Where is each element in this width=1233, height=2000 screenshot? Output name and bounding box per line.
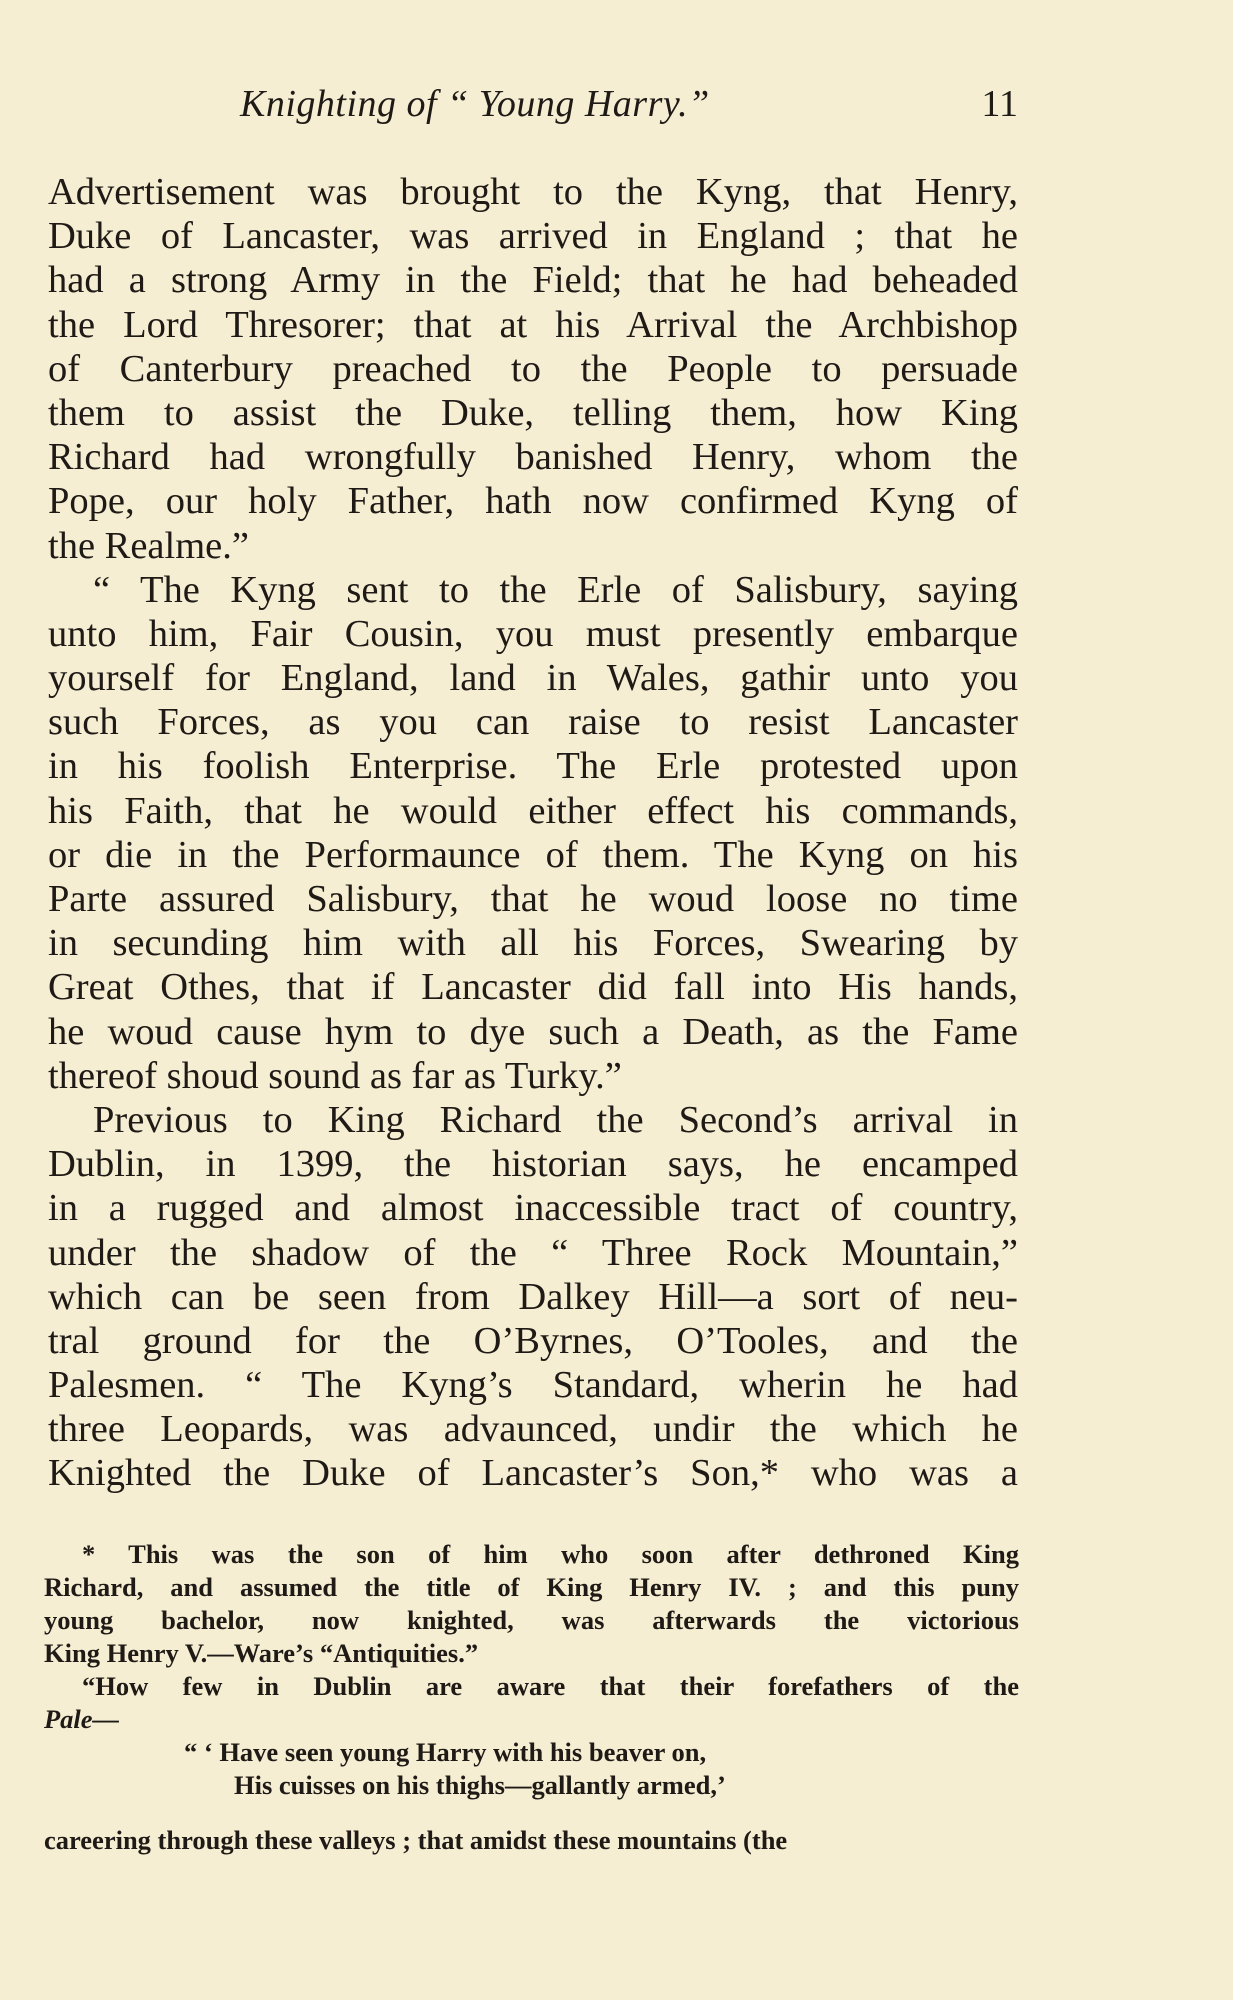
body-line: in secunding him with all his Forces, Swearing by — [48, 922, 1018, 965]
body-line: tral ground for the O’Byrnes, O’Tooles, and the — [48, 1319, 1018, 1362]
verse-line: “ ‘ Have seen young Harry with his beaver on, — [184, 1737, 707, 1767]
footnote-line: * This was the son of him who soon after dethroned King — [82, 1539, 1019, 1569]
footnote-line: “How few in Dublin are aware that their forefathers of the — [82, 1671, 1019, 1701]
body-line: Advertisement was brought to the Kyng, that Henry, — [48, 171, 1018, 213]
page-number: 11 — [981, 83, 1018, 125]
body-line: his Faith, that he would either effect his commands, — [48, 789, 1018, 832]
body-line: which can be seen from Dalkey Hill—a sort of neu- — [48, 1275, 1018, 1318]
body-line: “ The Kyng sent to the Erle of Salisbury, saying — [93, 568, 1018, 611]
body-line: Parte assured Salisbury, that he woud loose no time — [48, 878, 1018, 920]
body-line: Palesmen. “ The Kyng’s Standard, wherin he had — [48, 1364, 1018, 1407]
body-line: Pope, our holy Father, hath now confirmed Kyng of — [48, 480, 1018, 523]
verse-spacer — [44, 1802, 1019, 1824]
body-line: he woud cause hym to dye such a Death, as the Fame — [48, 1010, 1018, 1053]
footnote-line: King Henry V.—Ware’s “Antiquities.” — [44, 1638, 479, 1668]
body-text — [48, 170, 1018, 1496]
body-line: in his foolish Enterprise. The Erle protested upon — [48, 745, 1018, 788]
body-line: Duke of Lancaster, was arrived in England ; that he — [48, 215, 1018, 258]
running-title: Knighting of “ Young Harry.” — [240, 83, 710, 125]
body-line: unto him, Fair Cousin, you must presently embarque — [48, 612, 1018, 655]
body-line: thereof shoud sound as far as Turky.” — [48, 1054, 622, 1097]
body-line: under the shadow of the “ Three Rock Mountain,” — [48, 1231, 1018, 1274]
body-line: them to assist the Duke, telling them, how King — [48, 391, 1018, 434]
footnote-line: Pale— — [44, 1704, 120, 1734]
footnote-line: Richard, and assumed the title of King Henry IV. ; and this puny — [44, 1572, 1019, 1602]
body-line: three Leopards, was advaunced, undir the which he — [48, 1408, 1018, 1451]
body-line: Previous to King Richard the Second’s arrival in — [93, 1098, 1018, 1141]
page-header — [0, 82, 1233, 142]
body-line: in a rugged and almost inaccessible tract of country, — [48, 1187, 1018, 1230]
body-line: Great Othes, that if Lancaster did fall into His hands, — [48, 966, 1018, 1009]
body-line: the Realme.” — [48, 524, 249, 567]
body-line: the Lord Thresorer; that at his Arrival the Archbishop — [48, 303, 1018, 346]
body-line: had a strong Army in the Field; that he had beheaded — [48, 259, 1018, 302]
body-line: Richard had wrongfully banished Henry, whom the — [48, 436, 1018, 479]
body-line: yourself for England, land in Wales, gathir unto you — [48, 657, 1018, 700]
footnote-line: careering through these valleys ; that amidst these mountains (the — [44, 1825, 788, 1855]
body-line: of Canterbury preached to the People to persuade — [48, 347, 1018, 390]
body-line: Knighted the Duke of Lancaster’s Son,* who was a — [48, 1452, 1018, 1495]
body-line: such Forces, as you can raise to resist Lancaster — [48, 701, 1018, 744]
footnote-line: young bachelor, now knighted, was afterwards the victorious — [44, 1605, 1019, 1635]
verse-line: His cuisses on his thighs—gallantly armed,’ — [234, 1770, 726, 1800]
body-line: or die in the Performaunce of them. The Kyng on his — [48, 833, 1018, 876]
body-line: Dublin, in 1399, the historian says, he encamped — [48, 1143, 1018, 1186]
footnotes — [44, 1538, 1019, 1857]
